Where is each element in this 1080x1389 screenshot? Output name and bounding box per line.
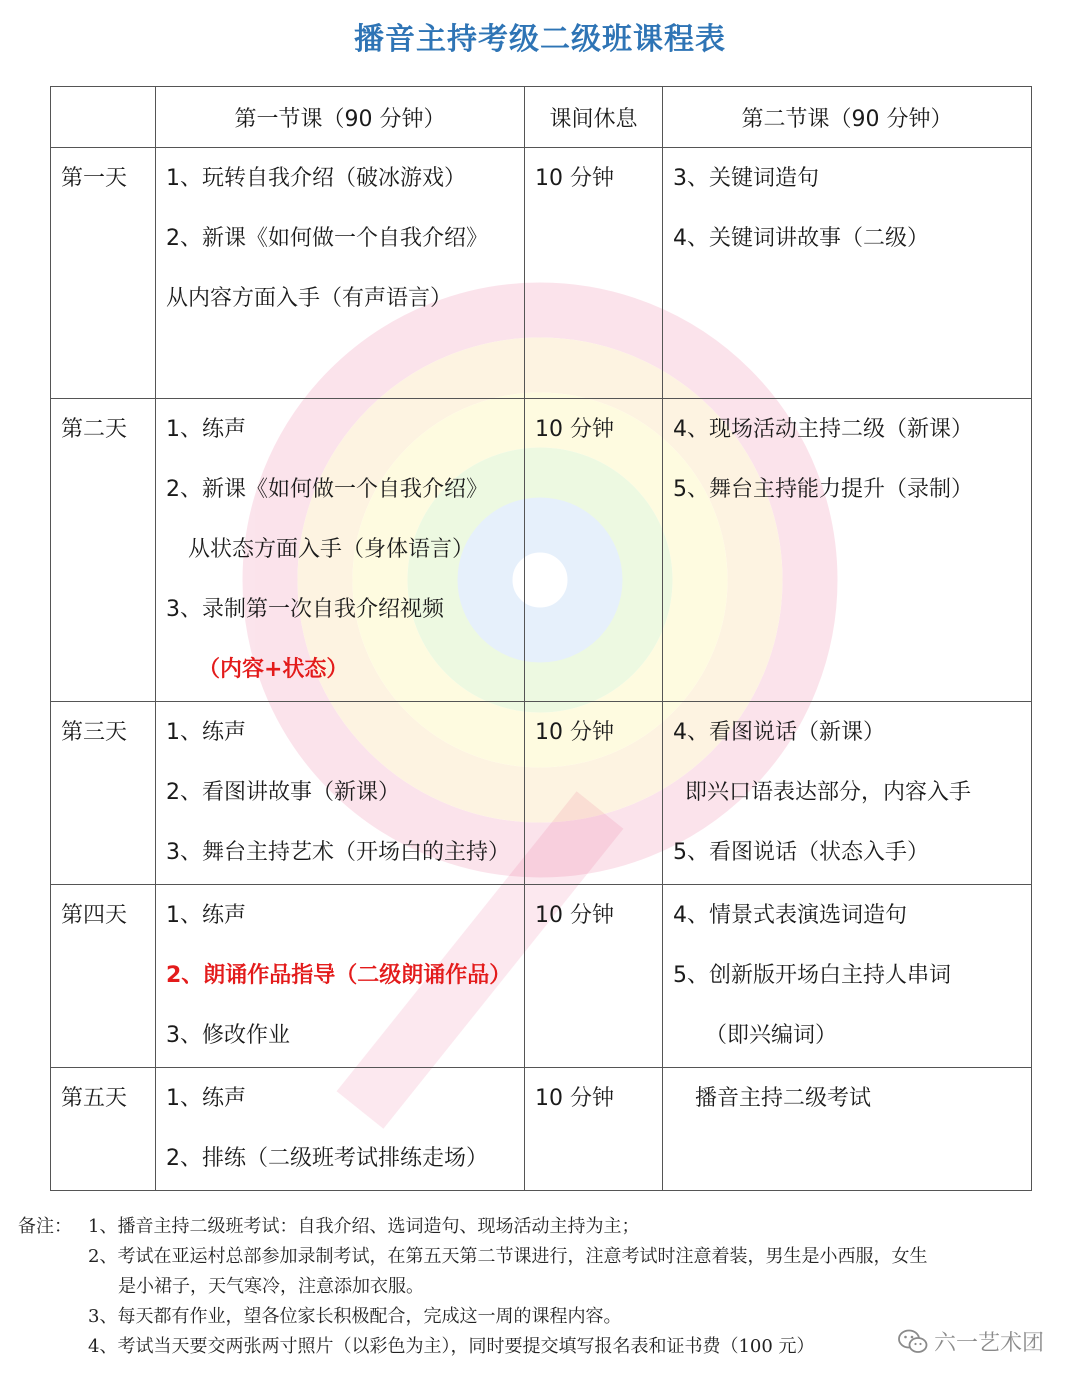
break-duration: 10 分钟: [535, 903, 614, 928]
day-label: 第四天: [61, 903, 128, 928]
session-item: 3、修改作业: [166, 1023, 290, 1048]
first-session-cell: [156, 885, 525, 1068]
note-item: 2、考试在亚运村总部参加录制考试，在第五天第二节课进行，注意考试时注意着装，男生是小西服，女生: [88, 1246, 928, 1267]
break-cell: [525, 399, 663, 702]
day-label: 第五天: [61, 1086, 128, 1111]
table-row: [51, 399, 1032, 702]
day-label: 第一天: [61, 166, 128, 191]
table-header-row: [51, 87, 1032, 148]
second-session-cell: [663, 885, 1032, 1068]
session-item: 播音主持二级考试: [695, 1086, 872, 1111]
day-label: 第二天: [61, 417, 128, 442]
wechat-watermark: [898, 1326, 1044, 1357]
table-row: [51, 1068, 1032, 1191]
session-item: 1、练声: [166, 1086, 246, 1111]
table-row: [51, 702, 1032, 885]
highlight-item: （内容+状态）: [198, 657, 349, 682]
day-cell: [51, 885, 156, 1068]
session-item: 3、录制第一次自我介绍视频: [166, 597, 444, 622]
schedule-table: [50, 86, 1032, 1191]
header-cell-empty: [51, 87, 156, 148]
session-item: 2、看图讲故事（新课）: [166, 780, 400, 805]
note-item: 4、考试当天要交两张两寸照片（以彩色为主），同时要提交填写报名表和证书费（100 元）: [88, 1336, 815, 1357]
session-item: 2、排练（二级班考试排练走场）: [166, 1146, 488, 1171]
first-session-cell: [156, 399, 525, 702]
day-cell: [51, 1068, 156, 1191]
session-item: 1、玩转自我介绍（破冰游戏）: [166, 166, 466, 191]
day-cell: [51, 399, 156, 702]
second-session-cell: [663, 148, 1032, 399]
wechat-account-name: 六一艺术团: [933, 1331, 1044, 1356]
session-item: 1、练声: [166, 903, 246, 928]
header-cell-first-session: 第一节课（90 分钟）: [156, 87, 525, 148]
day-label: 第三天: [61, 720, 128, 745]
break-cell: [525, 148, 663, 399]
session-item: 从内容方面入手（有声语言）: [166, 286, 453, 311]
table-row: [51, 885, 1032, 1068]
break-cell: [525, 1068, 663, 1191]
first-session-cell: [156, 148, 525, 399]
session-item: 4、现场活动主持二级（新课）: [673, 417, 973, 442]
header-cell-break: 课间休息: [525, 87, 663, 148]
session-item: 2、新课《如何做一个自我介绍》: [166, 477, 488, 502]
break-duration: 10 分钟: [535, 417, 614, 442]
wechat-icon: [898, 1329, 928, 1355]
session-item: 从状态方面入手（身体语言）: [188, 537, 475, 562]
note-item: 3、每天都有作业，望各位家长积极配合，完成这一周的课程内容。: [88, 1306, 622, 1327]
second-session-cell: [663, 399, 1032, 702]
second-session-cell: [663, 702, 1032, 885]
session-item: （即兴编词）: [705, 1023, 838, 1048]
session-item: 5、创新版开场白主持人串词: [673, 963, 951, 988]
highlight-item: 2、朗诵作品指导（二级朗诵作品）: [166, 963, 512, 988]
page-title: 播音主持考级二级班课程表: [354, 22, 726, 57]
second-session-cell: [663, 1068, 1032, 1191]
day-cell: [51, 702, 156, 885]
break-cell: [525, 702, 663, 885]
session-item: 3、舞台主持艺术（开场白的主持）: [166, 840, 510, 865]
note-item: 1、播音主持二级班考试：自我介绍、选词造句、现场活动主持为主；: [88, 1216, 640, 1237]
session-item: 4、关键词讲故事（二级）: [673, 226, 929, 251]
break-duration: 10 分钟: [535, 166, 614, 191]
session-item: 1、练声: [166, 720, 246, 745]
session-item: 2、新课《如何做一个自我介绍》: [166, 226, 488, 251]
day-cell: [51, 148, 156, 399]
session-item: 3、关键词造句: [673, 166, 819, 191]
break-duration: 10 分钟: [535, 720, 614, 745]
session-item: 5、看图说话（状态入手）: [673, 840, 929, 865]
session-item: 4、看图说话（新课）: [673, 720, 885, 745]
table-row: [51, 148, 1032, 399]
break-duration: 10 分钟: [535, 1086, 614, 1111]
session-item: 1、练声: [166, 417, 246, 442]
notes-label: 备注：: [18, 1216, 72, 1237]
break-cell: [525, 885, 663, 1068]
first-session-cell: [156, 702, 525, 885]
first-session-cell: [156, 1068, 525, 1191]
header-cell-second-session: 第二节课（90 分钟）: [663, 87, 1032, 148]
session-item: 即兴口语表达部分，内容入手: [685, 780, 972, 805]
session-item: 4、情景式表演选词造句: [673, 903, 907, 928]
session-item: 5、舞台主持能力提升（录制）: [673, 477, 973, 502]
note-item-continued: 是小裙子，天气寒冷，注意添加衣服。: [118, 1276, 424, 1297]
